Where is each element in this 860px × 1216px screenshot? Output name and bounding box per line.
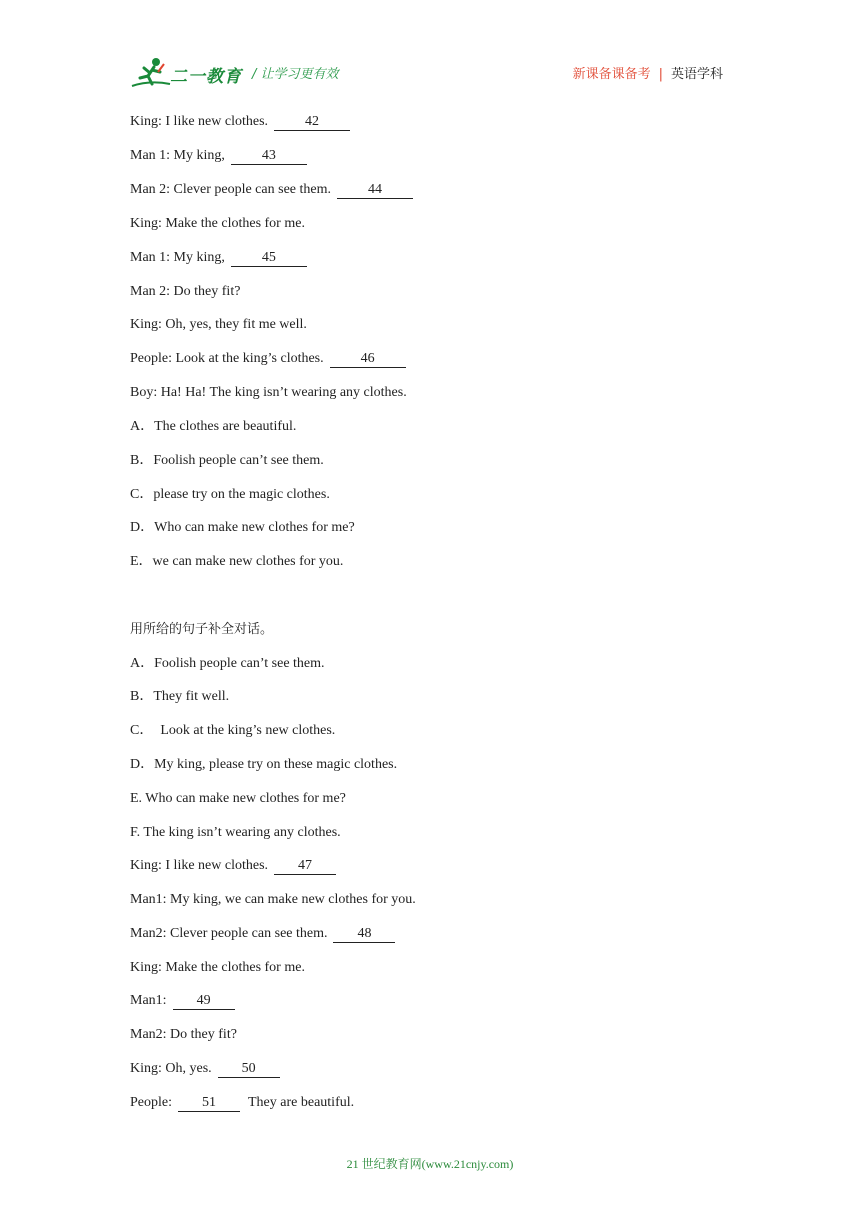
dialogue-line [130, 147, 307, 165]
dialogue-line [130, 891, 416, 909]
option-item: D．Who can make new clothes for me? [130, 520, 355, 535]
option-item: C．please try on the magic clothes. [130, 487, 330, 502]
dialogue-line [130, 959, 305, 977]
header-subject: 英语学科 [670, 67, 723, 82]
dialogue-text: People: Look at the king’s clothes. [130, 351, 324, 366]
header-separator: | [658, 67, 663, 82]
dialogue-text: Man 2: Do they fit? [130, 284, 241, 299]
dialogue-line [130, 283, 240, 301]
answer-blank: 50 [218, 1061, 280, 1078]
dialogue-text: King: I like new clothes. [130, 858, 269, 873]
dialogue-line [130, 1026, 237, 1044]
dialogue-line [130, 113, 350, 131]
page-header [0, 0, 860, 100]
dialogue-text: Man2: Do they fit? [130, 1027, 237, 1042]
dialogue-text: People: [130, 1095, 172, 1110]
instruction: 用所给的句子补全对话。 [130, 622, 274, 637]
page-footer: 21 世纪教育网(www.21cnjy.com) [346, 1157, 514, 1171]
dialogue-text: King: I like new clothes. [130, 114, 269, 129]
dialogue-line [130, 215, 305, 233]
answer-blank: 51 [178, 1095, 240, 1112]
header-right [573, 63, 723, 82]
option-item: E. Who can make new clothes for me? [130, 791, 346, 806]
dialogue-text-after: They are beautiful. [248, 1095, 355, 1110]
option-item: C． Look at the king’s new clothes. [130, 723, 336, 738]
answer-blank: 49 [173, 993, 235, 1010]
dialogue-text: Boy: Ha! Ha! The king isn’t wearing any clothes. [130, 385, 407, 400]
option-item: B．Foolish people can’t see them. [130, 453, 324, 468]
answer-blank: 47 [274, 858, 336, 875]
header-tagline: 新课备课备考 [572, 67, 651, 82]
dialogue-text: King: Make the clothes for me. [130, 216, 305, 231]
answer-blank: 42 [274, 114, 350, 131]
option-item: A．Foolish people can’t see them. [130, 656, 325, 671]
dialogue-line [130, 384, 407, 402]
dialogue-text: King: Oh, yes, they fit me well. [130, 317, 307, 332]
logo-text: 二一教育 [170, 67, 242, 87]
dialogue-text: King: Oh, yes. [130, 1061, 212, 1076]
option-item: B．They fit well. [130, 689, 230, 704]
dialogue-line [130, 316, 307, 334]
answer-blank: 44 [337, 182, 413, 199]
dialogue-line [130, 925, 395, 943]
dialogue-text: Man1: My king, we can make new clothes for you. [130, 892, 416, 907]
dialogue-text: King: Make the clothes for me. [130, 960, 305, 975]
dialogue-line [130, 1060, 280, 1078]
answer-blank: 43 [231, 148, 307, 165]
dialogue-line [130, 249, 307, 267]
dialogue-line [130, 857, 336, 875]
dialogue-text: Man 2: Clever people can see them. [130, 182, 331, 197]
dialogue-line [130, 1094, 354, 1112]
option-item: E．we can make new clothes for you. [130, 554, 344, 569]
dialogue-text: Man2: Clever people can see them. [130, 926, 328, 941]
dialogue-line [130, 992, 235, 1010]
slogan: / 让学习更有效 [252, 67, 339, 82]
dialogue-text: Man1: [130, 993, 167, 1008]
answer-blank: 48 [333, 926, 395, 943]
dialogue-line [130, 350, 406, 368]
answer-blank: 46 [330, 351, 406, 368]
option-item: F. The king isn’t wearing any clothes. [130, 825, 341, 840]
dialogue-text: Man 1: My king, [130, 148, 225, 163]
dialogue-text: Man 1: My king, [130, 250, 225, 265]
option-item: D．My king, please try on these magic clothes. [130, 757, 398, 772]
dialogue-line [130, 181, 413, 199]
answer-blank: 45 [231, 250, 307, 267]
option-item: A．The clothes are beautiful. [130, 419, 297, 434]
